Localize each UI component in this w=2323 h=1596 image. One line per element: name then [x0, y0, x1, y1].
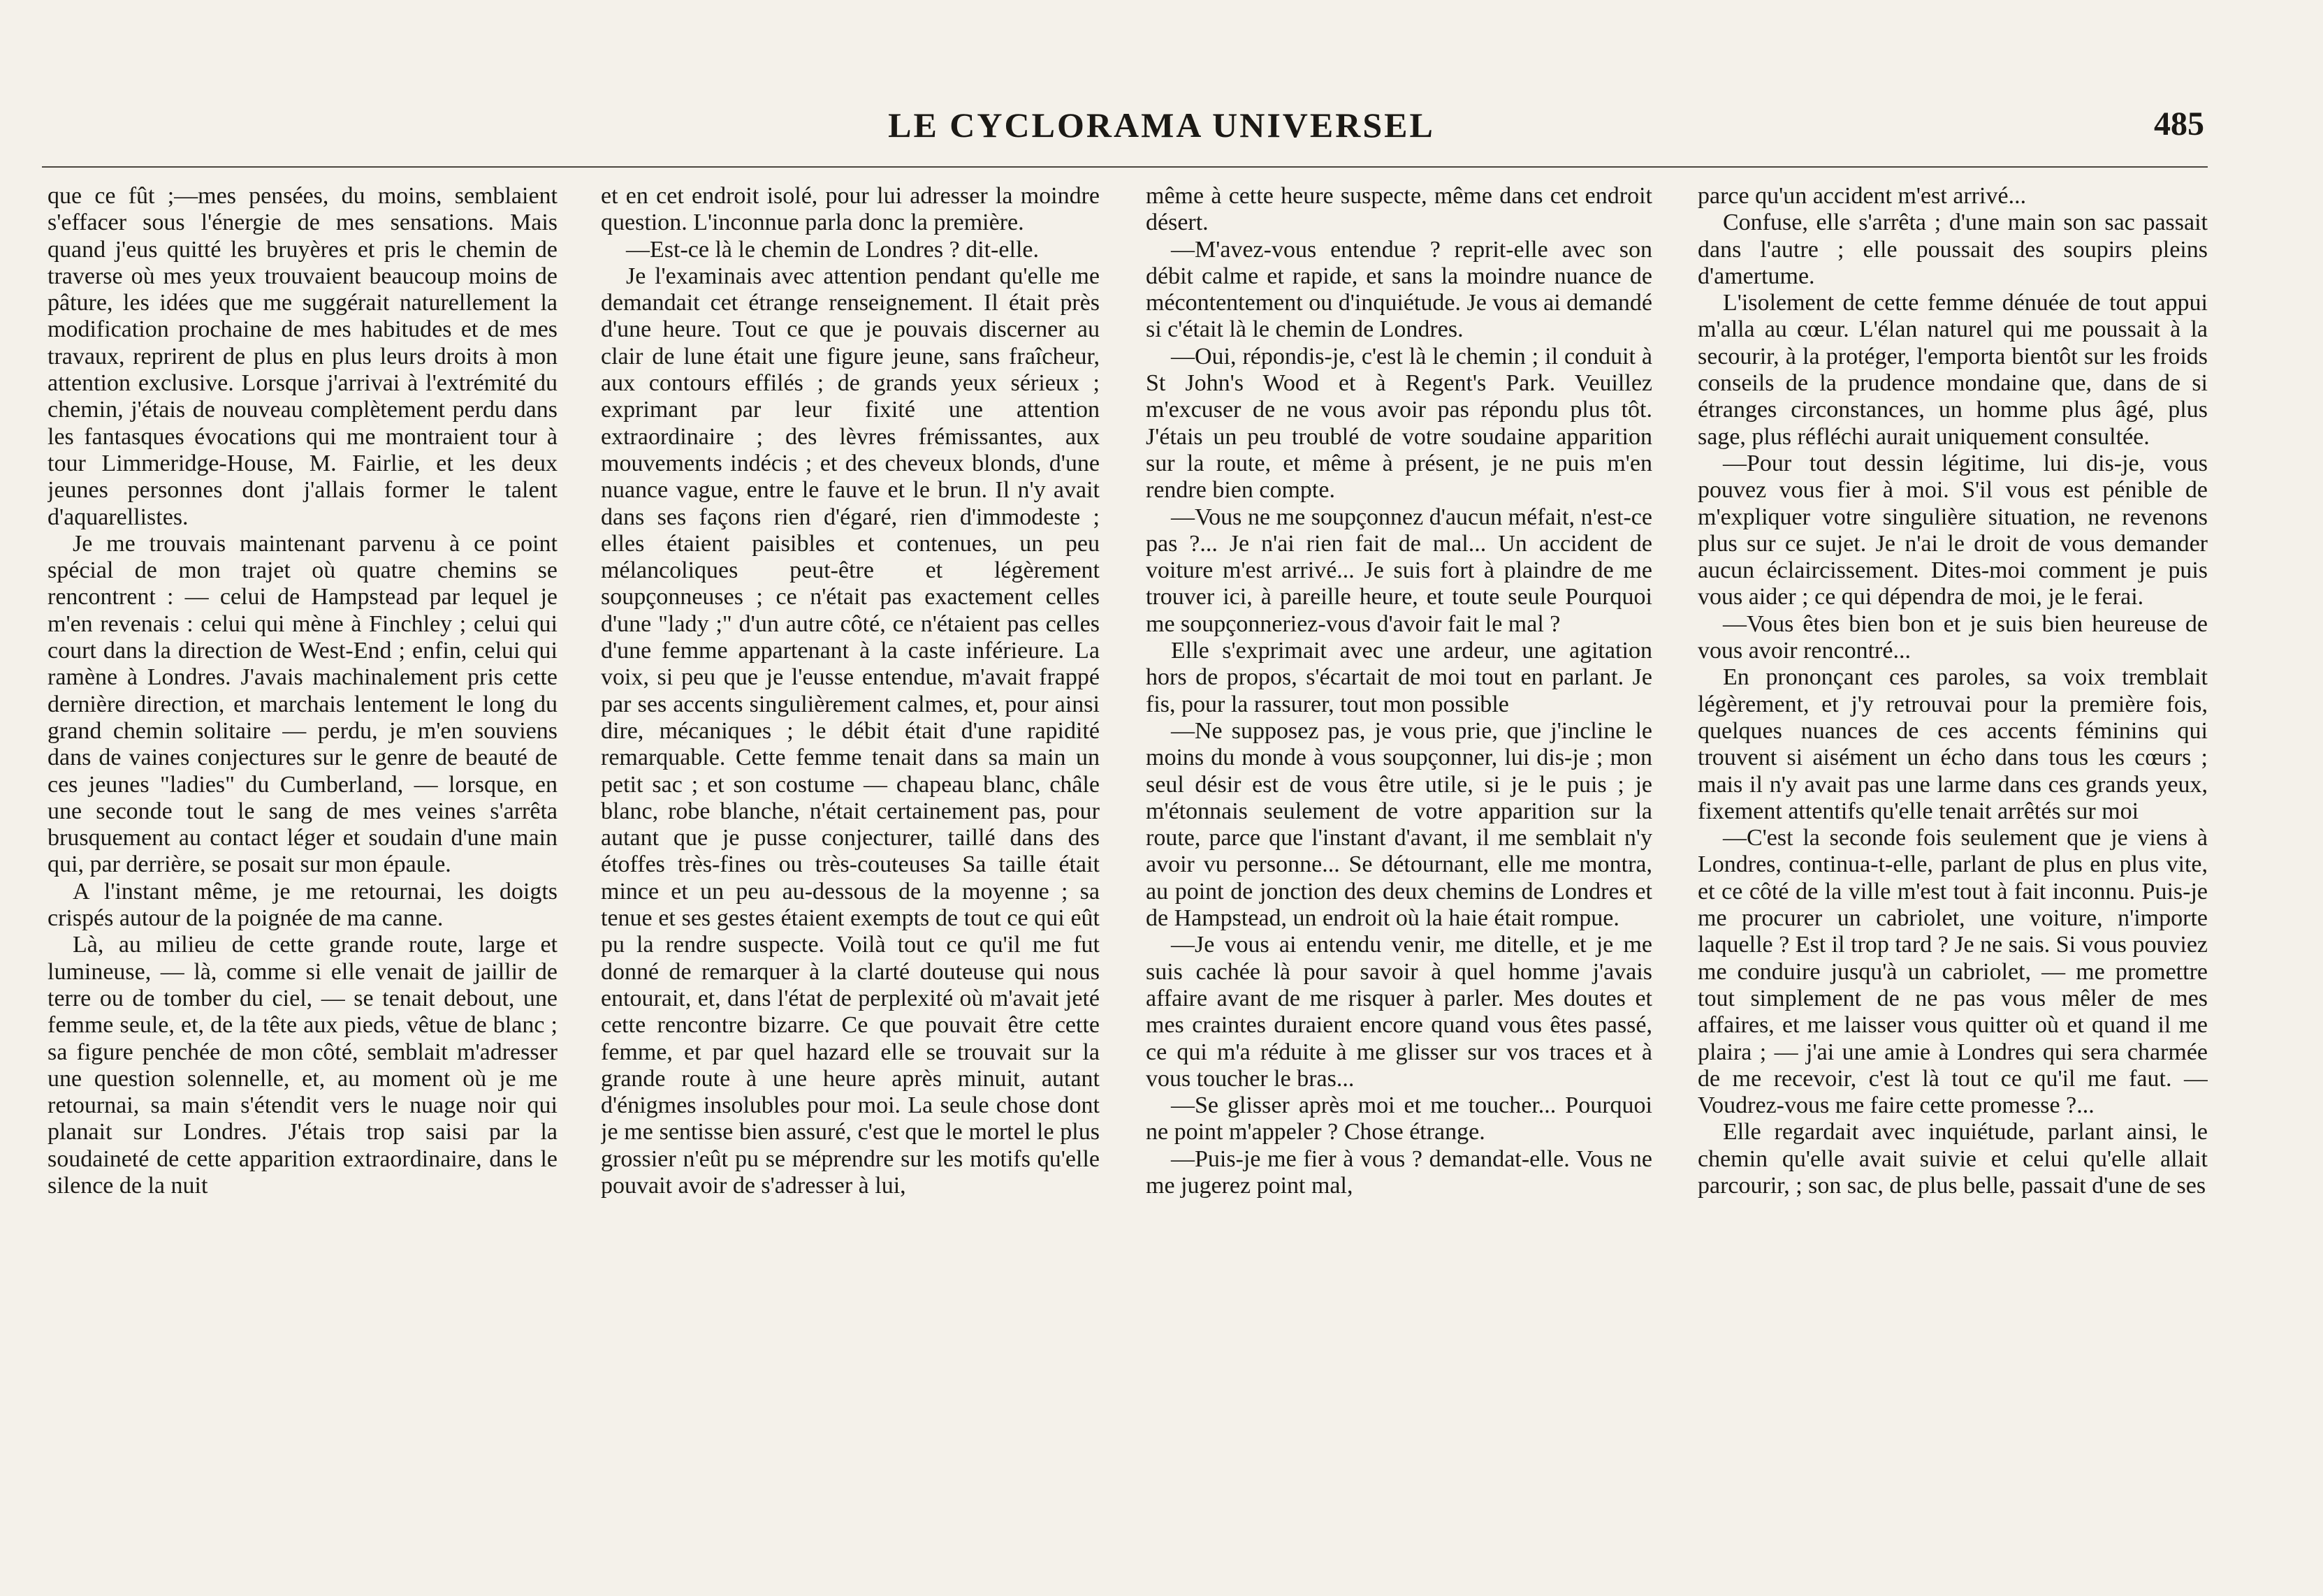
- paragraph: et en cet endroit isolé, pour lui adresser la moindre question. L'inconnue parla donc la première.: [601, 183, 1100, 236]
- paragraph: —Vous ne me soupçonnez d'aucun méfait, n'est-ce pas ?... Je n'ai rien fait de mal... Un accident de voiture m'est arrivé... Je suis fort à plaindre de me trouver ici, à pareille heure, et toute seule Pourquoi me soupçonneriez-vous d'avoir fait le mal ?: [1146, 504, 1652, 637]
- paragraph: —Vous êtes bien bon et je suis bien heureuse de vous avoir rencontré...: [1698, 610, 2208, 664]
- paragraph: Là, au milieu de cette grande route, large et lumineuse, — là, comme si elle venait de jaillir de terre ou de tomber du ciel, — se tenait debout, une femme seule, et, de la tête aux pieds, vêtue de blanc ; sa figure penchée de mon côté, semblait m'adresser une question solennelle, et, au moment où je me retournai, sa main s'étendit vers le nuage noir qui planait sur Londres. J'étais trop saisi par la soudaineté de cette apparition extraordinaire, dans le silence de la nuit: [48, 932, 558, 1199]
- paragraph: —Je vous ai entendu venir, me ditelle, et je me suis cachée là pour savoir à quel homme j'avais affaire avant de me risquer à parler. Mes doutes et mes craintes duraient encore quand vous êtes passé, ce qui m'a réduite à me glisser sur vos traces et à vous toucher le bras...: [1146, 932, 1652, 1092]
- header-rule: [42, 166, 2208, 168]
- paragraph: même à cette heure suspecte, même dans cet endroit désert.: [1146, 183, 1652, 236]
- paragraph: que ce fût ;—mes pensées, du moins, semblaient s'effacer sous l'énergie de mes sensations. Mais quand j'eus quitté les bruyères et pris le chemin de traverse où mes yeux trouvaient beaucoup moins de pâture, les idées que me suggérait naturellement la modification prochaine de mes habitudes et de mes travaux, reprirent de plus en plus leurs droits à mon attention exclusive. Lorsque j'arrivai à l'extrémité du chemin, j'étais de nouveau complètement perdu dans les fantasques évocations qui me montraient tour à tour Limmeridge-House, M. Fairlie, et les deux jeunes personnes dont j'allais former le talent d'aquarellistes.: [48, 183, 558, 530]
- paragraph: —Se glisser après moi et me toucher... Pourquoi ne point m'appeler ? Chose étrange.: [1146, 1092, 1652, 1145]
- paragraph: En prononçant ces paroles, sa voix tremblait légèrement, et j'y retrouvai pour la première fois, quelques nuances de ces accents féminins qui trouvent si aisément un écho dans tous les cœurs ; mais il n'y avait pas une larme dans ces grands yeux, fixement attentifs qu'elle tenait arrêtés sur moi: [1698, 664, 2208, 824]
- paragraph: —Puis-je me fier à vous ? demandat-elle. Vous ne me jugerez point mal,: [1146, 1145, 1652, 1199]
- paragraph: —M'avez-vous entendue ? reprit-elle avec son débit calme et rapide, et sans la moindre nuance de mécontentement ou d'inquiétude. Je vous ai demandé si c'était là le chemin de Londres.: [1146, 236, 1652, 343]
- paragraph: Elle s'exprimait avec une ardeur, une agitation hors de propos, s'écartait de moi tout en parlant. Je fis, pour la rassurer, tout mon possible: [1146, 638, 1652, 717]
- page-header: [0, 105, 2323, 154]
- paragraph: parce qu'un accident m'est arrivé...: [1698, 183, 2027, 209]
- paragraph: L'isolement de cette femme dénuée de tout appui m'alla au cœur. L'élan naturel qui me poussait à la secourir, à la protéger, l'emporta bientôt sur les froids conseils de la prudence mondaine que, dans de si étranges circonstances, un homme plus âgé, plus sage, plus réfléchi aurait uniquement consultée.: [1698, 290, 2208, 450]
- paragraph: Confuse, elle s'arrêta ; d'une main son sac passait dans l'autre ; elle poussait des soupirs pleins d'amertume.: [1698, 210, 2208, 289]
- text-column-4: [1698, 183, 2208, 1552]
- paragraph: —Ne supposez pas, je vous prie, que j'incline le moins du monde à vous soupçonner, lui dis-je ; mon seul désir est de vous être utile, si je le puis ; je m'étonnais seulement de votre apparition sur la route, parce que l'instant d'avant, il me semblait n'y avoir vu personne... Se détournant, elle me montra, au point de jonction des deux chemins de Londres et de Hampstead, un endroit où la haie était rompue.: [1146, 717, 1652, 932]
- paragraph: A l'instant même, je me retournai, les doigts crispés autour de la poignée de ma canne.: [48, 878, 558, 932]
- paragraph: —Oui, répondis-je, c'est là le chemin ; il conduit à St John's Wood et à Regent's Park. Veuillez m'excuser de ne vous avoir pas répondu plus tôt. J'étais un peu troublé de votre soudaine apparition sur la route, et même à présent, je ne puis m'en rendre bien compte.: [1146, 343, 1652, 504]
- paragraph: Je l'examinais avec attention pendant qu'elle me demandait cet étrange renseignement. Il était près d'une heure. Tout ce que je pouvais discerner au clair de lune était une figure jeune, sans fraîcheur, aux contours effilés ; de grands yeux sérieux ; exprimant par leur fixité une attention extraordinaire ; des lèvres frémissantes, aux mouvements indécis ; et des cheveux blonds, d'une nuance vague, entre le fauve et le brun. Il n'y avait dans ses façons rien d'égaré, rien d'immodeste ; elles étaient paisibles et contenues, un peu mélancoliques peut-être et légèrement soupçonneuses ; ce n'était pas exactement celles d'une "lady ;" d'un autre côté, ce n'étaient pas celles d'une femme appartenant à la caste inférieure. La voix, si peu que je l'eusse entendue, m'avait frappé par ses accents singulièrement calmes, et, pour ainsi dire, mécaniques ; le débit était d'une rapidité remarquable. Cette femme tenait dans sa main un petit sac ; et son costume — chapeau blanc, châle blanc, robe blanche, n'était certainement pas, pour autant que je pusse conjecturer, taillé dans des étoffes très-fines ou très-couteuses Sa taille était mince et un peu au-dessous de la moyenne ; sa tenue et ses gestes étaient exempts de tout ce qui eût pu la rendre suspecte. Voilà tout ce qu'il me fut donné de remarquer à la clarté douteuse qui nous entourait, et, dans l'état de perplexité où m'avait jeté cette rencontre bizarre. Ce que pouvait être cette femme, et par quel hazard elle se trouvait sur la grande route à une heure après minuit, autant d'énigmes insolubles pour moi. La seule chose dont je me sentisse bien assuré, c'est que le mortel le plus grossier n'eût pu se méprendre sur les motifs qu'elle pouvait avoir de s'adresser à lui,: [601, 263, 1100, 1199]
- text-column-1: [48, 183, 558, 1552]
- paragraph: —C'est la seconde fois seulement que je viens à Londres, continua-t-elle, parlant de plus en plus vite, et ce côté de la ville m'est tout à fait inconnu. Puis-je me procurer un cabriolet, une voiture, n'importe laquelle ? Est il trop tard ? Je ne sais. Si vous pouviez me conduire jusqu'à un cabriolet, — me promettre tout simplement de ne pas vous mêler de mes affaires, et me laisser vous quitter où et quand il me plaira ; — j'ai une amie à Londres qui sera charmée de me recevoir, c'est là tout ce qu'il me faut. — Voudrez-vous me faire cette promesse ?...: [1698, 825, 2208, 1119]
- paragraph: —Pour tout dessin légitime, lui dis-je, vous pouvez vous fier à moi. S'il vous est pénible de m'expliquer votre singulière situation, ne revenons plus sur ce sujet. Je n'ai le droit de vous demander aucun éclaircissement. Dites-moi comment je puis vous aider ; ce qui dépendra de moi, je le ferai.: [1698, 450, 2208, 610]
- text-column-3: [1146, 183, 1652, 1552]
- paragraph: Elle regardait avec inquiétude, parlant ainsi, le chemin qu'elle avait suivie et celui qu'elle allait parcourir, ; son sac, de plus belle, passait d'une de ses: [1698, 1119, 2208, 1199]
- paragraph: —Est-ce là le chemin de Londres ? dit-elle.: [626, 236, 1039, 263]
- paragraph: Je me trouvais maintenant parvenu à ce point spécial de mon trajet où quatre chemins se rencontrent : — celui de Hampstead par lequel je m'en revenais : celui qui mène à Finchley ; celui qui court dans la direction de West-End ; enfin, celui qui ramène à Londres. J'avais machinalement pris cette dernière direction, et marchais lentement le long du grand chemin solitaire — perdu, je m'en souviens dans de vaines conjectures sur le genre de beauté de ces jeunes "ladies" du Cumberland, — lorsque, en une seconde tout le sang de mes veines s'arrêta brusquement au contact léger et soudain d'une main qui, par derrière, se posait sur mon épaule.: [48, 530, 558, 878]
- text-column-2: [601, 183, 1100, 1552]
- running-title: LE CYCLORAMA UNIVERSEL: [888, 105, 1435, 145]
- page-number: 485: [2154, 105, 2204, 142]
